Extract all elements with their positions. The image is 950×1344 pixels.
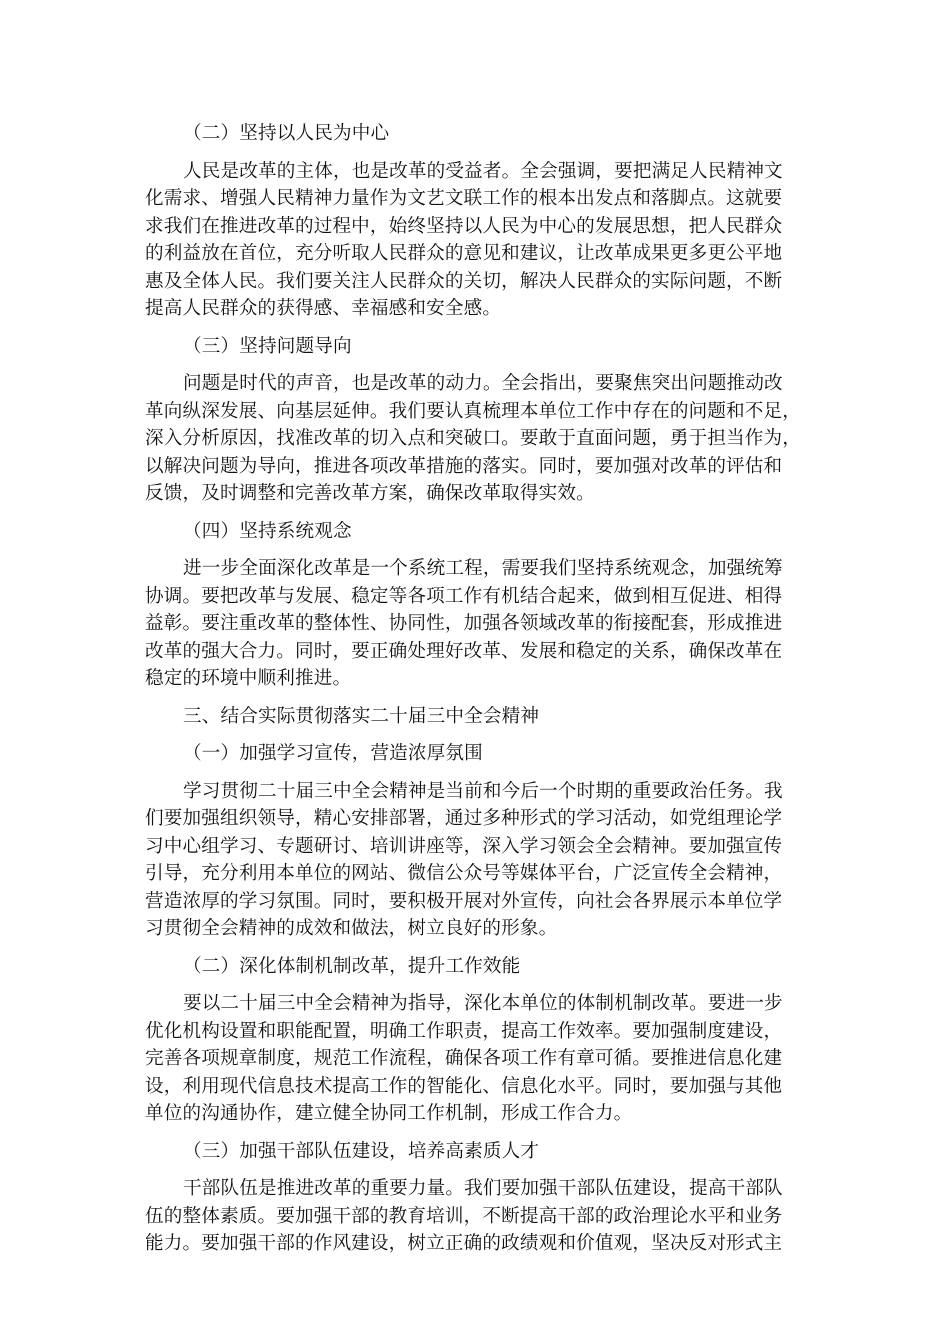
text-line: 协调。要把改革与发展、稳定等各项工作有机结合起来，做到相互促进、相得 [145,585,783,607]
text-line: 引导，充分利用本单位的网站、微信公众号等媒体平台，广泛宣传全会精神， [145,863,783,884]
text-line: 营造浓厚的学习氛围。同时，要积极开展对外宣传，向社会各界展示本单位学 [145,890,783,912]
text-line: 求我们在推进改革的过程中，始终坚持以人民为中心的发展思想，把人民群众 [145,215,783,237]
text-line: 反馈，及时调整和完善改革方案，确保改革取得实效。 [145,483,595,504]
section-heading: （四）坚持系统观念 [183,520,352,542]
text-line: 要以二十届三中全会精神为指导，深化本单位的体制机制改革。要进一步 [183,993,783,1014]
text-line: 们要加强组织领导，精心安排部署，通过多种形式的学习活动，如党组理论学 [145,808,783,829]
paragraph [145,1175,807,1258]
section-cadre-building [145,1138,807,1166]
text-line: 习贯彻全会精神的成效和做法，树立良好的形象。 [145,918,558,939]
section-study-publicity [145,740,807,768]
section-heading: （三）坚持问题导向 [183,335,352,357]
paragraph [145,778,807,943]
text-line: 完善各项规章制度，规范工作流程，确保各项工作有章可循。要推进信息化建 [145,1048,783,1069]
paragraph [145,555,807,693]
text-line: 提高人民群众的获得感、幸福感和安全感。 [145,298,502,319]
text-line: 优化机构设置和职能配置，明确工作职责，提高工作效率。要加强制度建设， [145,1020,783,1042]
paragraph [145,990,807,1128]
section-heading: （二）坚持以人民为中心 [183,123,390,144]
text-line: 以解决问题为导向，推进各项改革措施的落实。同时，要加强对改革的评估和 [145,455,783,477]
text-line: 人民是改革的主体，也是改革的受益者。全会强调，要把满足人民精神文 [183,160,783,182]
text-line: 惠及全体人民。我们要关注人民群众的关切，解决人民群众的实际问题，不断 [145,270,783,292]
text-line: 进一步全面深化改革是一个系统工程，需要我们坚持系统观念，加强统筹 [183,558,783,579]
section-heading: （一）加强学习宣传，营造浓厚氛围 [183,743,483,764]
text-line: 单位的沟通协作，建立健全协同工作机制，形成工作合力。 [145,1103,633,1124]
text-line: 改革的强大合力。同时，要正确处理好改革、发展和稳定的关系，确保改革在 [145,640,783,662]
text-line: 深入分析原因，找准改革的切入点和突破口。要敢于直面问题，勇于担当作为， [145,428,802,449]
section-heading: （三）加强干部队伍建设，培养高素质人才 [183,1140,540,1162]
section-people-centered [145,120,807,148]
chapter-heading: 三、结合实际贯彻落实二十届三中全会精神 [183,705,540,727]
section-heading: （二）深化体制机制改革，提升工作效能 [183,955,521,977]
paragraph [145,158,807,323]
text-line: 化需求、增强人民精神力量作为文艺文联工作的根本出发点和落脚点。这就要 [145,188,783,209]
text-line: 伍的整体素质。要加强干部的教育培训，不断提高干部的政治理论水平和业务 [145,1205,783,1227]
text-line: 干部队伍是推进改革的重要力量。我们要加强干部队伍建设，提高干部队 [183,1178,783,1199]
text-line: 革向纵深发展、向基层延伸。我们要认真梳理本单位工作中存在的问题和不足， [145,400,802,422]
text-line: 的利益放在首位，充分听取人民群众的意见和建议，让改革成果更多更公平地 [145,243,783,264]
text-line: 能力。要加强干部的作风建设，树立正确的政绩观和价值观，坚决反对形式主 [145,1233,783,1254]
text-line: 设，利用现代信息技术提高工作的智能化、信息化水平。同时，要加强与其他 [145,1075,783,1097]
chapter-three [145,703,807,731]
text-line: 习中心组学习、专题研讨、培训讲座等，深入学习领会全会精神。要加强宣传 [145,835,783,857]
section-problem-oriented [145,333,807,361]
text-line: 稳定的环境中顺利推进。 [145,668,352,689]
section-institutional-reform [145,953,807,981]
section-systems-view [145,518,807,546]
text-line: 益彰。要注重改革的整体性、协同性，加强各领域改革的衔接配套，形成推进 [145,613,783,634]
text-line: 学习贯彻二十届三中全会精神是当前和今后一个时期的重要政治任务。我 [183,780,783,802]
text-line: 问题是时代的声音，也是改革的动力。全会指出，要聚焦突出问题推动改 [183,373,783,394]
document-page [145,120,807,1268]
paragraph [145,370,807,508]
